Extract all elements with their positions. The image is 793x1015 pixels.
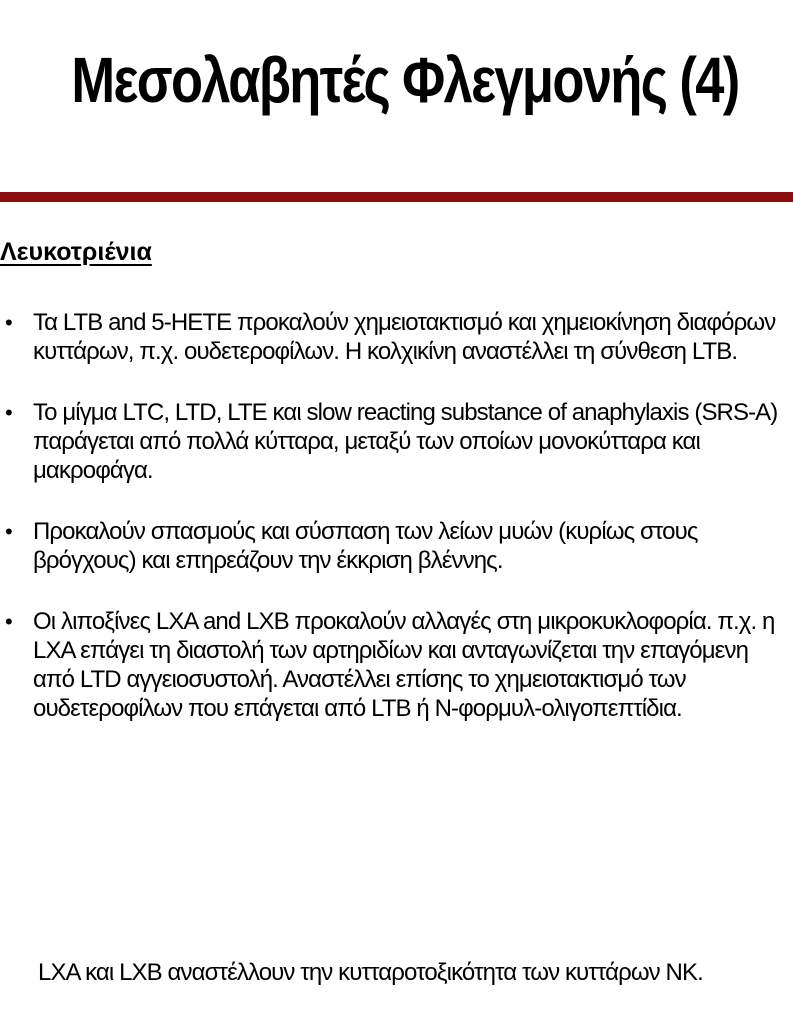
bullet-dot-icon: • — [5, 609, 12, 634]
bullet-item — [0, 398, 793, 485]
bullet-dot-icon: • — [5, 400, 12, 425]
bullet-dot-icon: • — [5, 519, 12, 544]
closing-note: LXA και LXB αναστέλλουν την κυτταροτοξικότητα των κυττάρων ΝΚ. — [38, 959, 703, 986]
bullet-item — [0, 308, 793, 366]
bullet-item — [0, 607, 793, 723]
slide-title: Μεσολαβητές Φλεγμονής (4) — [71, 44, 739, 116]
bullet-item — [0, 517, 793, 575]
bullet-text: Οι λιποξίνες LXA and LXB προκαλούν αλλαγές στη μικροκυκλοφορία. π.χ. η LXA επάγει τη διαστολή των αρτηριδίων και ανταγωνίζεται την επαγόμενη από LTD αγγειοσυστολή. Αναστέλλει επίσης το χημειοτακτισμό των ουδετεροφίλων που επάγεται από LTB ή N-φορμυλ-ολιγοπεπτίδια. — [33, 608, 775, 722]
bullet-text: Προκαλούν σπασμούς και σύσπαση των λείων μυών (κυρίως στους βρόγχους) και επηρεάζουν την έκκριση βλέννης. — [33, 518, 698, 574]
section-heading: Λευκοτριένια — [0, 238, 152, 266]
bullet-dot-icon: • — [5, 310, 12, 335]
bullet-text: Το μίγμα LTC, LTD, LTE και slow reacting substance of anaphylaxis (SRS-A) παράγεται από πολλά κύτταρα, μεταξύ των οποίων μονοκύτταρα και μακροφάγα. — [33, 399, 778, 484]
title-divider — [0, 192, 793, 202]
bullet-text: Τα LTB and 5-HETE προκαλούν χημειοτακτισμό και χημειοκίνηση διαφόρων κυττάρων, π.χ. ουδετεροφίλων. Η κολχικίνη αναστέλλει τη σύνθεση LTB. — [33, 309, 776, 365]
bullet-list — [0, 308, 793, 755]
